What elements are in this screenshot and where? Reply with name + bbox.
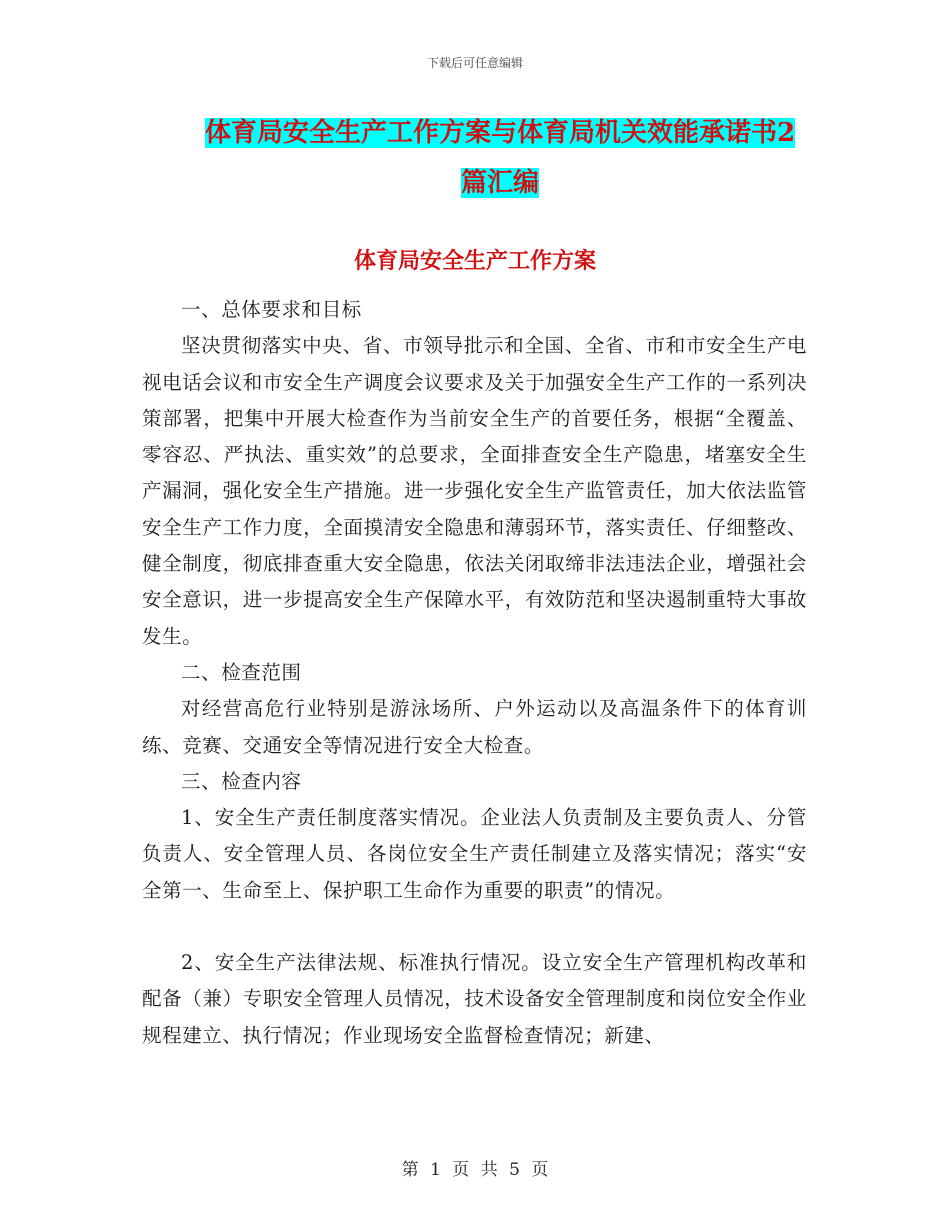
document-title-line-2: 篇汇编: [460, 168, 539, 198]
paragraph-inspection-scope: 对经营高危行业特别是游泳场所、户外运动以及高温条件下的体育训练、竞赛、交通安全等情况进行安全大检查。: [142, 697, 807, 757]
page-footer: 第 1 页 共 5 页: [401, 1160, 549, 1180]
header-note: 下载后可任意编辑: [426, 56, 523, 70]
section-title: 体育局安全生产工作方案: [353, 248, 596, 274]
document-title: [190, 108, 810, 208]
paragraph-item-1: 1、安全生产责任制度落实情况。企业法人负责制及主要负责人、分管负责人、安全管理人员、各岗位安全生产责任制建立及落实情况；落实“安全第一、生命至上、保护职工生命作为重要的职责”的情况。: [142, 806, 807, 902]
heading-inspection-content: 三、检查内容: [181, 769, 302, 793]
heading-overall-requirements: 一、总体要求和目标: [181, 298, 362, 321]
paragraph-item-2: 2、安全生产法律法规、标准执行情况。设立安全生产管理机构改革和配备（兼）专职安全管理人员情况，技术设备安全管理制度和岗位安全作业规程建立、执行情况；作业现场安全监督检查情况；新建、: [142, 951, 807, 1047]
heading-inspection-scope: 二、检查范围: [181, 660, 302, 684]
document-title-line-1: 体育局安全生产工作方案与体育局机关效能承诺书2: [204, 118, 796, 148]
paragraph-overall-requirements: 坚决贯彻落实中央、省、市领导批示和全国、全省、市和市安全生产电视电话会议和市安全生产调度会议要求及关于加强安全生产工作的一系列决策部署，把集中开展大检查作为当前安全生产的首要任务，根据“全覆盖、零容忍、严执法、重实效”的总要求，全面排查安全生产隐患，堵塞安全生产漏洞，强化安全生产措施。进一步强化安全生产监管责任，加大依法监管安全生产工作力度，全面摸清安全隐患和薄弱环节，落实责任、仔细整改、健全制度，彻底排查重大安全隐患，依法关闭取缔非法违法企业，增强社会安全意识，进一步提高安全生产保障水平，有效防范和坚决遏制重特大事故发生。: [142, 334, 807, 648]
document-body: [142, 292, 807, 1054]
